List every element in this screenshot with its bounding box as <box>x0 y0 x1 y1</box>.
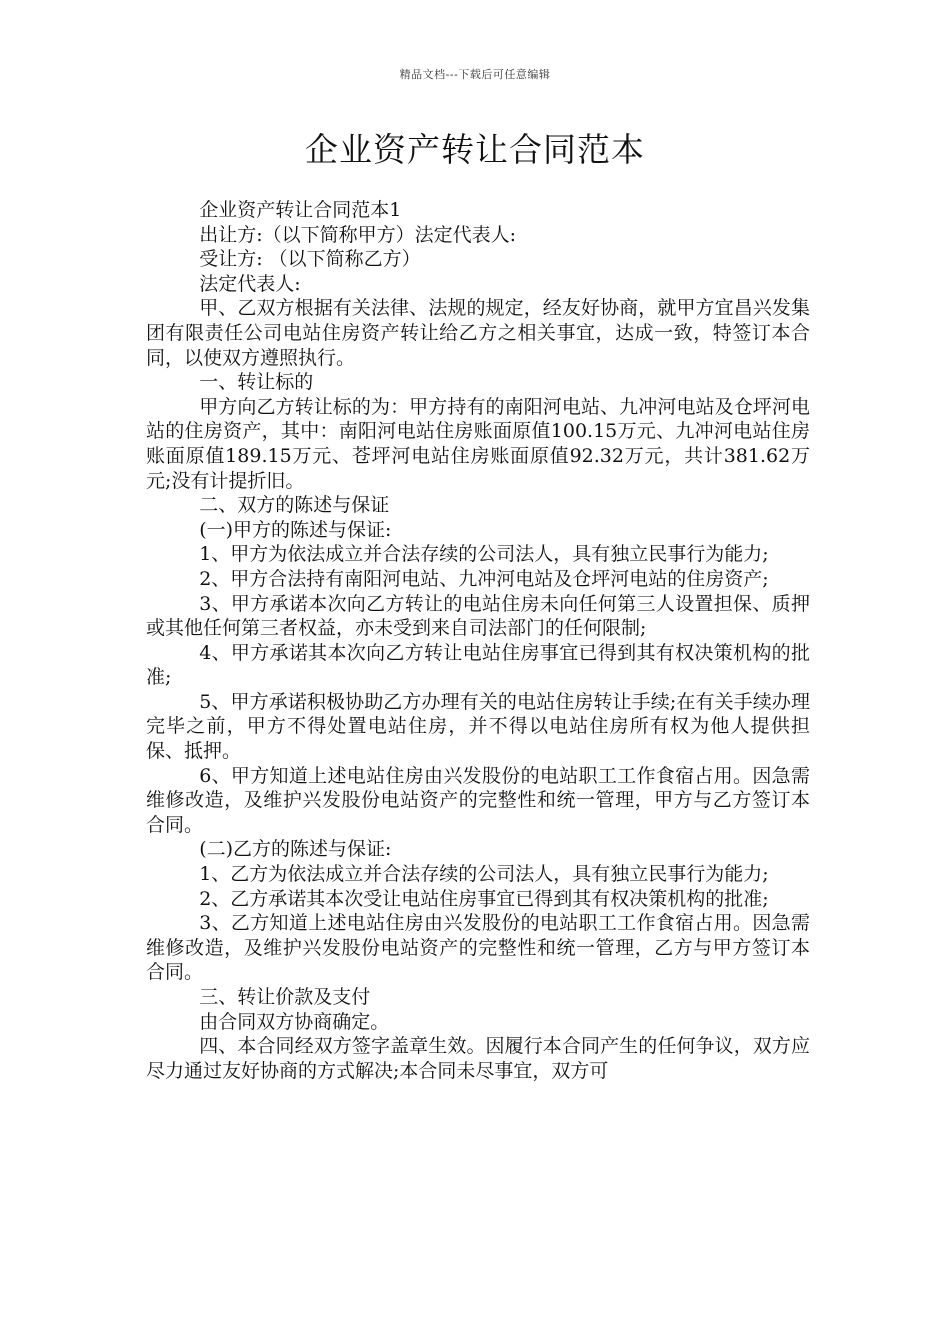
section-effectiveness: 四、本合同经双方签字盖章生效。因履行本合同产生的任何争议，双方应尽力通过友好协商的方式解决;本合同未尽事宜，双方可 <box>146 1035 810 1082</box>
paragraph-transferor: 出让方:（以下简称甲方）法定代表人: <box>199 223 516 246</box>
section-heading-price: 三、转让价款及支付 <box>199 986 371 1008</box>
clause-party-b-2: 2、乙方承诺其本次受让电站住房事宜已得到其有权决策机构的批准; <box>199 887 769 910</box>
page-header: 精品文档---下载后可任意编辑 <box>399 68 551 81</box>
clause-party-a-5: 5、甲方承诺积极协助乙方办理有关的电站住房转让手续;在有关手续办理完毕之前，甲方不得处置电站住房，并不得以电站住房所有权为他人提供担保、抵押。 <box>146 690 810 763</box>
paragraph-contract-name: 企业资产转让合同范本1 <box>199 199 402 221</box>
paragraph-subject-detail: 甲方向乙方转让标的为：甲方持有的南阳河电站、九冲河电站及仓坪河电站的住房资产，其中：南阳河电站住房账面原值100.15万元、九冲河电站住房账面原值189.15万元、苍坪河电站住房账面原值92.32万元，共计381.62万元;没有计提折旧。 <box>146 395 810 492</box>
subsection-heading-party-b: (二)乙方的陈述与保证: <box>199 838 392 861</box>
clause-party-a-2: 2、甲方合法持有南阳河电站、九冲河电站及仓坪河电站的住房资产; <box>199 567 769 590</box>
clause-party-b-3: 3、乙方知道上述电站住房由兴发股份的电站职工工作食宿占用。因急需维修改造，及维护兴发股份电站资产的完整性和统一管理，乙方与甲方签订本合同。 <box>146 912 810 984</box>
clause-party-b-1: 1、乙方为依法成立并合法存续的公司法人，具有独立民事行为能力; <box>199 863 769 886</box>
section-heading-subject: 一、转让标的 <box>199 371 314 394</box>
clause-party-a-1: 1、甲方为依法成立并合法存续的公司法人，具有独立民事行为能力; <box>199 543 769 566</box>
subsection-heading-party-a: (一)甲方的陈述与保证: <box>199 518 392 541</box>
paragraph-transferee: 受让方: （以下简称乙方） <box>199 248 421 271</box>
paragraph-legal-representative: 法定代表人: <box>199 272 301 295</box>
document-title: 企业资产转让合同范本 <box>305 130 645 169</box>
clause-party-a-4: 4、甲方承诺其本次向乙方转让电站住房事宜已得到其有权决策机构的批准; <box>146 641 810 689</box>
clause-party-a-6: 6、甲方知道上述电站住房由兴发股份的电站职工工作食宿占用。因急需维修改造，及维护兴发股份电站资产的完整性和统一管理，甲方与乙方签订本合同。 <box>146 764 810 836</box>
paragraph-preamble: 甲、乙双方根据有关法律、法规的规定，经友好协商，就甲方宜昌兴发集团有限责任公司电站住房资产转让给乙方之相关事宜，达成一致，特签订本合同，以使双方遵照执行。 <box>146 297 810 369</box>
section-heading-representations: 二、双方的陈述与保证 <box>199 494 390 517</box>
document-body <box>146 198 810 1083</box>
paragraph-price-detail: 由合同双方协商确定。 <box>199 1010 390 1033</box>
clause-party-a-3: 3、甲方承诺本次向乙方转让的电站住房未向任何第三人设置担保、质押或其他任何第三者权益，亦未受到来自司法部门的任何限制; <box>146 592 810 640</box>
